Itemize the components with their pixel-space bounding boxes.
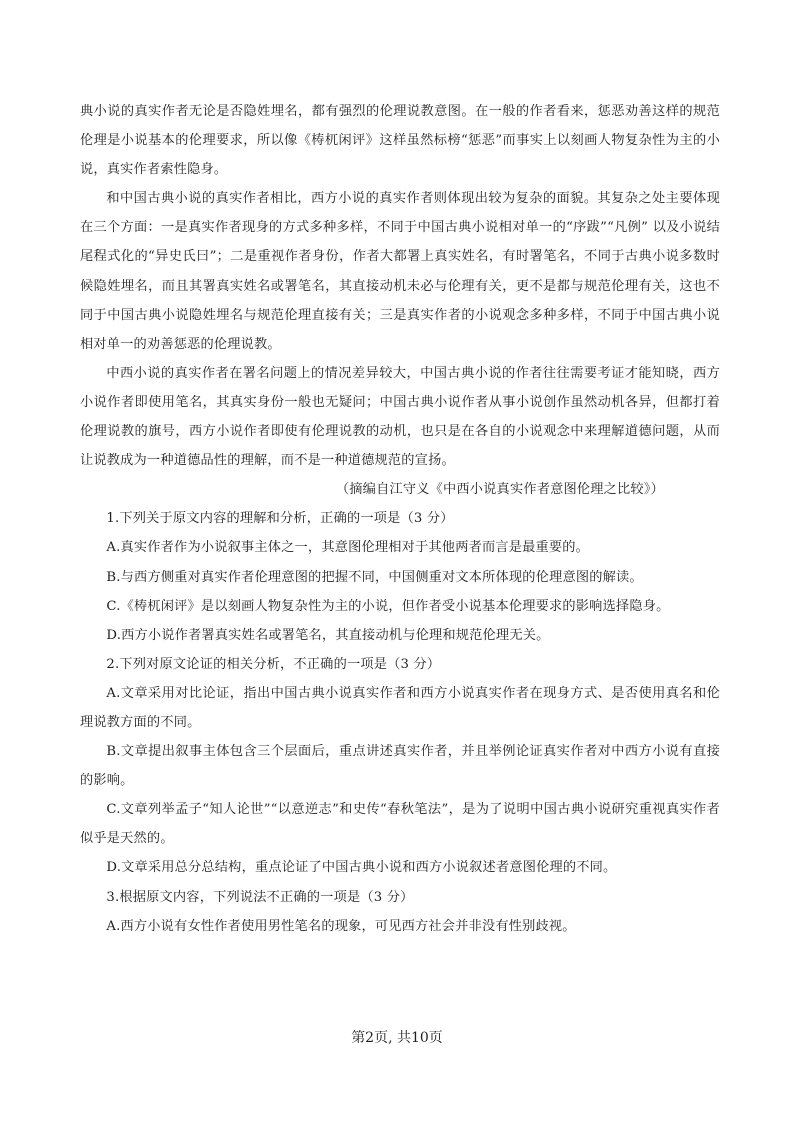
answer-option: C.《梼杌闲评》是以刻画人物复杂性为主的小说，但作者受小说基本伦理要求的影响选择隐身。 [106,598,670,614]
question-stem: 2.下列对原文论证的相关分析，不正确的一项是（3 分） [106,656,441,672]
page-number-footer: 第2页, 共10页 [351,1030,443,1046]
answer-option: A.西方小说有女性作者使用男性笔名的现象，可见西方社会并非没有性别歧视。 [106,918,576,934]
answer-option: B.文章提出叙事主体包含三个层面后，重点讲述真实作者，并且举例论证真实作者对中西方小说有直接的影响。 [80,744,720,789]
answer-option: C.文章列举孟子“知人论世”“以意逆志”和史传“春秋笔法”，是为了说明中国古典小说研究重视真实作者似乎是天然的。 [80,802,720,847]
paragraph-continued: 典小说的真实作者无论是否隐姓埋名，都有强烈的伦理说教意图。在一般的作者看来，惩恶劝善这样的规范伦理是小说基本的伦理要求，所以像《梼杌闲评》这样虽然标榜“惩恶”而事实上以刻画人物复杂性为主的小说，真实作者索性隐身。 [80,104,720,178]
question-stem: 3.根据原文内容，下列说法不正确的一项是（3 分） [106,889,414,905]
answer-option: D.西方小说作者署真实姓名或署笔名，其直接动机与伦理和规范伦理无关。 [106,627,550,643]
source-citation: （摘编自江守义《中西小说真实作者意图伦理之比较》） [335,482,664,498]
paragraph: 和中国古典小说的真实作者相比，西方小说的真实作者则体现出较为复杂的面貌。其复杂之处主要体现在三个方面：一是真实作者现身的方式多种多样，不同于中国古典小说相对单一的“序跋”“凡例” 以及小说结尾程式化的“异史氏曰”；二是重视作者身份，作者大都署上真实姓名，有时署笔名，不同于古典小说多数时候隐姓埋名，而且其署真实姓名或署笔名，其直接动机未必与伦理有关，更不是都与规范伦理有关，这也不同于中国古典小说隐姓埋名与规范伦理直接有关；三是真实作者的小说观念多种多样，不同于中国古典小说相对单一的劝善惩恶的伦理说教。 [80,191,720,352]
answer-option: A.文章采用对比论证，指出中国古典小说真实作者和西方小说真实作者在现身方式、是否使用真名和伦理说教方面的不同。 [80,685,720,730]
answer-option: B.与西方侧重对真实作者伦理意图的把握不同，中国侧重对文本所体现的伦理意图的解读。 [106,569,643,585]
answer-option: A.真实作者作为小说叙事主体之一，其意图伦理相对于其他两者而言是最重要的。 [106,540,590,556]
page-content [80,97,720,941]
question-stem: 1.下列关于原文内容的理解和分析，正确的一项是（3 分） [106,511,454,527]
answer-option: D.文章采用总分总结构，重点论证了中国古典小说和西方小说叙述者意图伦理的不同。 [106,860,617,876]
paragraph: 中西小说的真实作者在署名问题上的情况差异较大，中国古典小说的作者往往需要考证才能知晓，西方小说作者即使用笔名，其真实身份一般也无疑问；中国古典小说作者从事小说创作虽然动机各异，但都打着伦理说教的旗号，西方小说作者即使有伦理说教的动机，也只是在各自的小说观念中来理解道德问题，从而让说教成为一种道德品性的理解，而不是一种道德规范的宣扬。 [80,365,720,469]
